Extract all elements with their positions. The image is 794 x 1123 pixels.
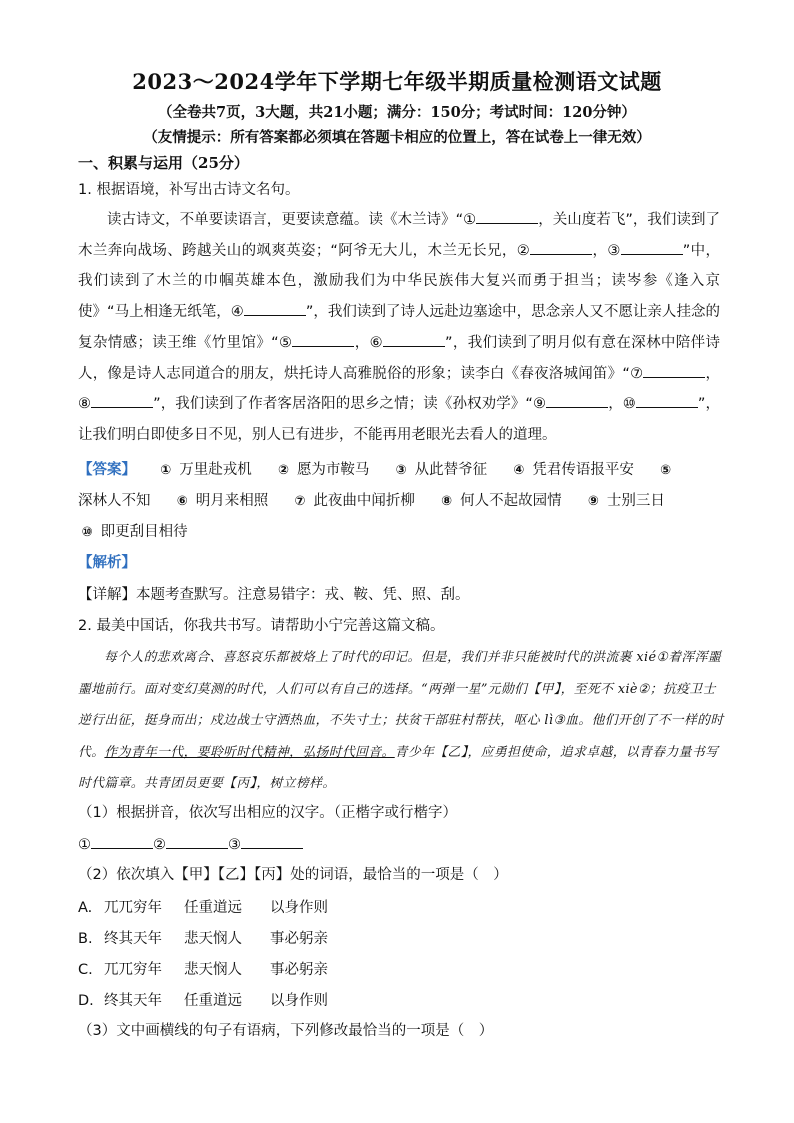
answer-item: ⑥ 明月来相照 <box>176 493 269 509</box>
option-c[interactable]: C. 兀兀穷年 悲天悯人 事必躬亲 <box>78 962 328 978</box>
exam-notice: （友情提示：所有答案都必须填在答题卡相应的位置上，答在试卷上一律无效） <box>143 129 651 146</box>
fill-blank[interactable] <box>166 834 228 849</box>
question-2-passage: 每个人的悲欢离合、喜怒哀乐都被烙上了时代的印记。但是，我们并非只能被时代的洪流裹 xié①着浑浑噩噩地前行。面对变幻莫测的时代，人们可以有自己的选择。“两弹一星”元勋们【甲】，至死不 xiè②；抗疫卫士逆行出征，挺身而出；戍边战士守洒热血，不失寸土；扶贫干部驻村帮扶，呕心 lì③血。他们开创了不一样的时代。作为青年一代，要聆听时代精神，弘扬时代回音。青少年【乙】，应勇担使命，追求卓越，以青春力量书写时代篇章。共青团员更要【丙】，树立榜样。 <box>78 650 724 791</box>
answer-block <box>78 455 720 548</box>
fill-blank[interactable] <box>383 332 445 347</box>
option-d[interactable]: D. 终其天年 任重道远 以身作则 <box>78 993 328 1009</box>
fill-blank[interactable] <box>643 363 705 378</box>
option-b[interactable]: B. 终其天年 悲天悯人 事必躬亲 <box>78 931 328 947</box>
answer-label: 【答案】 <box>78 462 136 478</box>
answer-item: ② 愿为市鞍马 <box>277 462 370 478</box>
exam-info: （全卷共7页，3大题，共21小题；满分：150分；考试时间：120分钟） <box>158 104 636 121</box>
fill-blank[interactable] <box>91 834 153 849</box>
fill-blank[interactable] <box>636 393 698 408</box>
fill-blank[interactable] <box>621 240 683 255</box>
analysis-label: 【解析】 <box>78 555 136 571</box>
answer-item: ④ 凭君传语报平安 <box>513 462 634 478</box>
question-2-sub3: （3）文中画横线的句子有语病，下列修改最恰当的一项是（ ） <box>78 1023 494 1039</box>
section-heading: 一、积累与运用（25分） <box>78 154 249 172</box>
answer-item: ⑨ 士别三日 <box>587 493 665 509</box>
question-2-sub2: （2）依次填入【甲】【乙】【丙】处的词语，最恰当的一项是（ ） <box>78 867 508 883</box>
page-title: 2023～2024学年下学期七年级半期质量检测语文试题 <box>132 69 662 94</box>
question-2-stem: 2. 最美中国话，你我共书写。请帮助小宁完善这篇文稿。 <box>78 618 445 634</box>
answer-item: ⑦ 此夜曲中闻折柳 <box>294 493 415 509</box>
analysis-detail: 【详解】本题考查默写。注意易错字：戎、鞍、凭、照、刮。 <box>78 587 470 603</box>
fill-blank[interactable] <box>476 209 538 224</box>
answer-item: ⑤ <box>659 463 671 478</box>
fill-blank[interactable] <box>530 240 592 255</box>
answer-item: ⑧ 何人不起故园情 <box>441 493 562 509</box>
answer-item: ⑩ 即更刮目相待 <box>81 524 188 540</box>
fill-blank[interactable] <box>546 393 608 408</box>
fill-blank[interactable] <box>241 834 303 849</box>
answer-item: ③ 从此替爷征 <box>395 462 488 478</box>
fill-blank[interactable] <box>91 393 153 408</box>
question-2-sub1-blanks: ① ② ③ <box>78 834 718 855</box>
option-a[interactable]: A. 兀兀穷年 任重道远 以身作则 <box>78 900 328 916</box>
question-2-sub1: （1）根据拼音，依次写出相应的汉字。（正楷字或行楷字） <box>78 805 457 821</box>
fill-blank[interactable] <box>244 301 306 316</box>
question-1-stem: 1. 根据语境，补写出古诗文名句。 <box>78 182 300 198</box>
answer-item: 深林人不知 <box>78 493 151 509</box>
answer-item: ① 万里赴戎机 <box>160 462 252 478</box>
question-1-paragraph: 读古诗文，不单要读语言，更要读意蕴。读《木兰诗》“① ，关山度若飞”，我们读到了木兰奔向战场、跨越关山的飒爽英姿；“阿爷无大儿，木兰无长兄，② ，③ ”中，我们读到了木兰的巾帼英雄本色，激励我们为中华民族伟大复兴而勇于担当；读岑参《逢入京使》“马上相逢无纸笔，④ ”，我们读到了诗人远赴边塞途中，思念亲人又不愿让亲人挂念的复杂情感；读王维《竹里馆》“⑤ ，⑥ ”，我们读到了明月似有意在深林中陪伴诗人，像是诗人志同道合的朋友，烘托诗人高雅脱俗的形象；读李白《春夜洛城闻笛》“⑦ ，⑧ ”，我们读到了作者客居洛阳的思乡之情；读《孙权劝学》“⑨ ，⑩ ”，让我们明白即使多日不见，别人已有进步，不能再用老眼光去看人的道理。 <box>78 205 720 451</box>
underlined-sentence: 作为青年一代，要聆听时代精神，弘扬时代回音。 <box>104 744 395 760</box>
fill-blank[interactable] <box>292 332 354 347</box>
